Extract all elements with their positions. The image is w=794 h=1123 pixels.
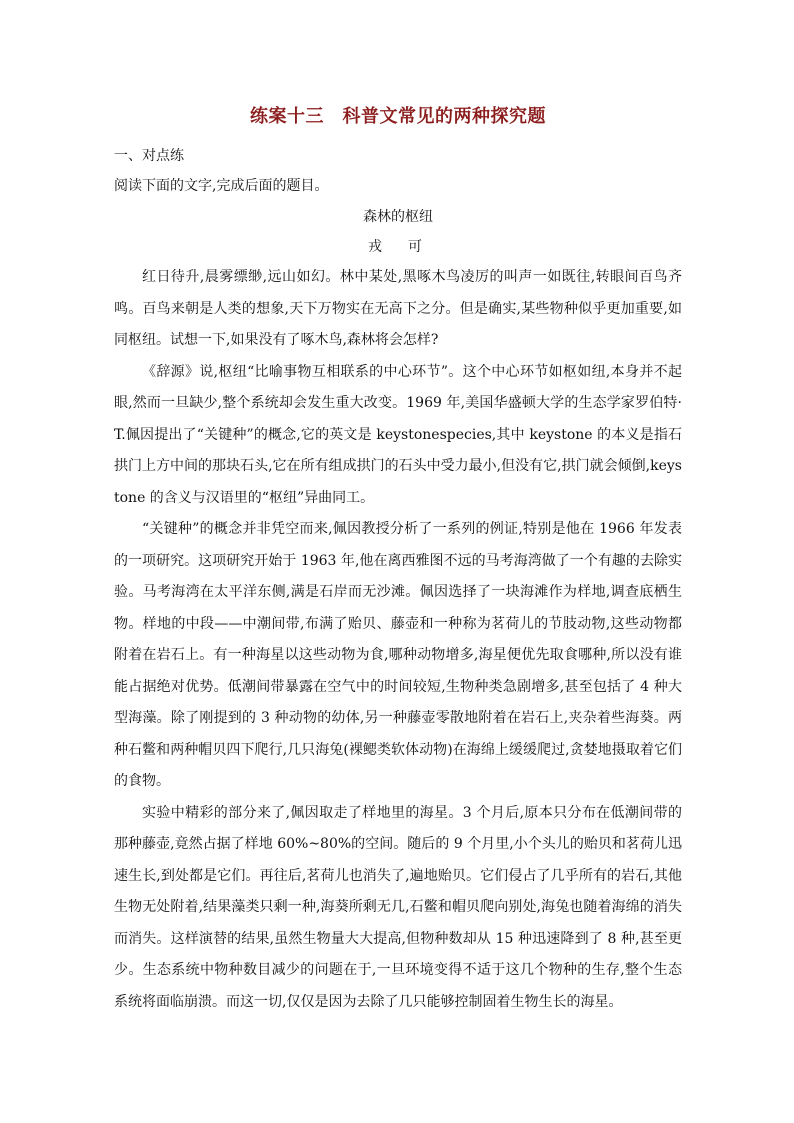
article-title: 森林的枢纽 xyxy=(363,209,433,225)
paragraph-2: 《辞源》说,枢纽“比喻事物互相联系的中心环节”。这个中心环节如枢如纽,本身并不起眼,然而一旦缺少,整个系统却会发生重大改变。1969 年,美国华盛顿大学的生态学家罗伯特·T.佩因提出了“关键种”的概念,它的英文是 keystonespecies,其中 keystone 的本义是指石拱门上方中间的那块石头,它在所有组成拱门的石头中受力最小,但没有它,拱门就会倾倒,keystone 的含义与汉语里的“枢纽”异曲同工。 xyxy=(114,363,682,506)
instruction-text: 阅读下面的文字,完成后面的题目。 xyxy=(114,178,329,194)
document-page xyxy=(114,104,682,1018)
paragraph-4: 实验中精彩的部分来了,佩因取走了样地里的海星。3 个月后,原本只分布在低潮间带的那种藤壶,竟然占据了样地 60%~80%的空间。随后的 9 个月里,小个头儿的贻贝和茗荷儿迅速生长,到处都是它们。再往后,茗荷儿也消失了,遍地贻贝。它们侵占了几乎所有的岩石,其他生物无处附着,结果藻类只剩一种,海葵所剩无几,石鳖和帽贝爬向别处,海兔也随着海绵的消失而消失。这样演替的结果,虽然生物量大大提高,但物种数却从 15 种迅速降到了 8 种,甚至更少。生态系统中物种数目减少的问题在于,一旦环境变得不适于这几个物种的生存,整个生态系统将面临崩溃。而这一切,仅仅是因为去除了几只能够控制固着生物生长的海星。 xyxy=(114,804,682,1010)
paragraph-1: 红日待升,晨雾缥缈,远山如幻。林中某处,黑啄木鸟凌厉的叫声一如既往,转眼间百鸟齐鸣。百鸟来朝是人类的想象,天下万物实在无高下之分。但是确实,某些物种似乎更加重要,如同枢纽。试想一下,如果没有了啄木鸟,森林将会怎样? xyxy=(114,269,682,348)
section-heading: 一、对点练 xyxy=(114,148,184,164)
page-title: 练案十三 科普文常见的两种探究题 xyxy=(250,106,546,127)
article-author: 戎 可 xyxy=(368,239,428,255)
paragraph-3: “关键种”的概念并非凭空而来,佩因教授分析了一系列的例证,特别是他在 1966 年发表的一项研究。这项研究开始于 1963 年,他在离西雅图不远的马考海湾做了一个有趣的去除实验。马考海湾在太平洋东侧,满是石岸而无沙滩。佩因选择了一块海滩作为样地,调查底栖生物。样地的中段——中潮间带,布满了贻贝、藤壶和一种称为茗荷儿的节肢动物,这些动物都附着在岩石上。有一种海星以这些动物为食,哪种动物增多,海星便优先取食哪种,所以没有谁能占据绝对优势。低潮间带暴露在空气中的时间较短,生物种类急剧增多,甚至包括了 4 种大型海藻。除了刚提到的 3 种动物的幼体,另一种藤壶零散地附着在岩石上,夹杂着些海葵。两种石鳖和两种帽贝四下爬行,几只海兔(裸鳃类软体动物)在海绵上缓缓爬过,贪婪地摄取着它们的食物。 xyxy=(114,521,682,789)
